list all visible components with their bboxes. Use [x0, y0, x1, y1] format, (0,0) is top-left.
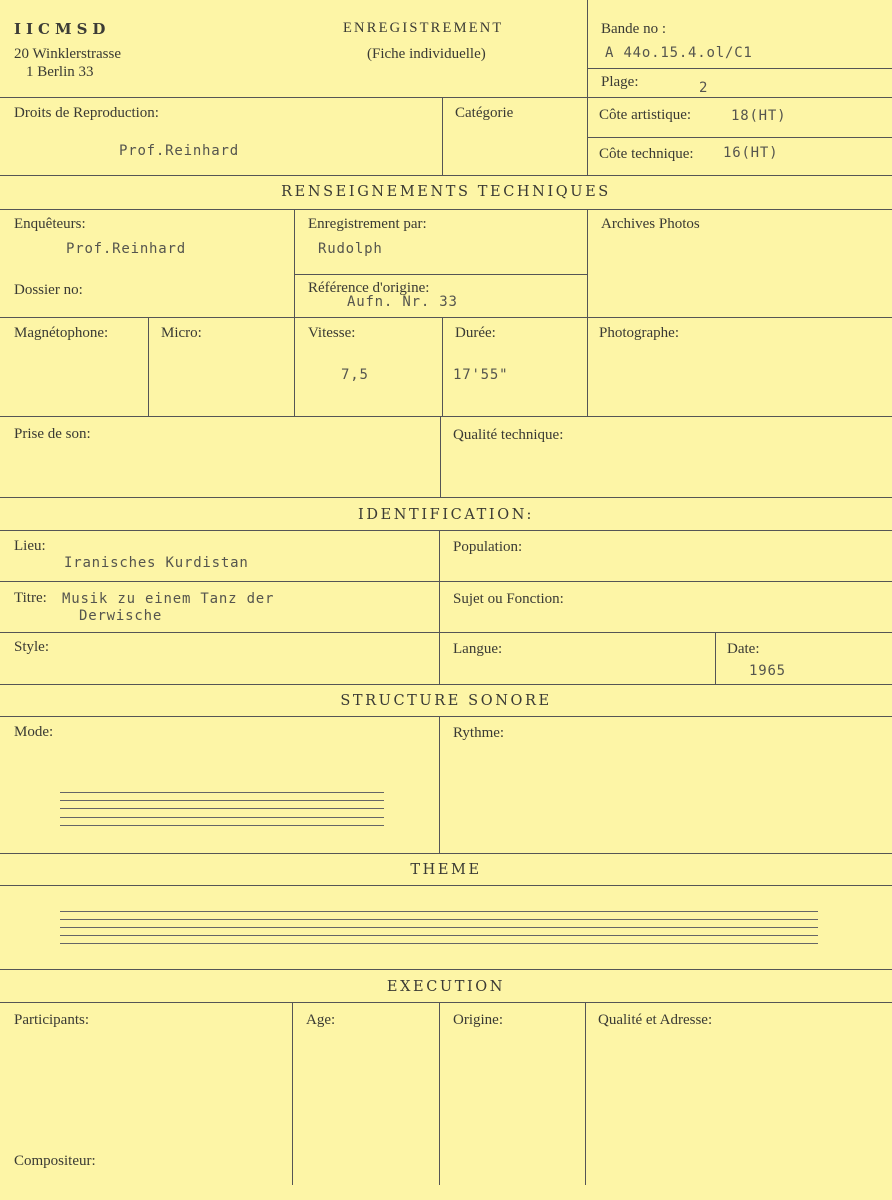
qualite-technique-label: Qualité technique:	[453, 427, 564, 443]
reference-origine-label: Référence d'origine:	[308, 280, 430, 296]
date-label: Date:	[727, 641, 760, 657]
cote-technique-value: 16(HT)	[723, 145, 779, 161]
rule-enregistrement-split	[294, 274, 587, 275]
col-enregistrement-right	[587, 209, 588, 416]
org-address-city: 1 Berlin 33	[26, 64, 94, 80]
rule-equipment-bottom	[0, 416, 892, 417]
rythme-label: Rythme:	[453, 725, 505, 741]
col-micro-left	[148, 317, 149, 416]
cote-artistique-label: Côte artistique:	[599, 107, 692, 123]
rule-header-bottom	[0, 97, 892, 98]
rule-cote-split	[587, 137, 892, 138]
titre-value-line2: Derwische	[79, 608, 163, 624]
droits-value: Prof.Reinhard	[119, 143, 239, 159]
mode-staff-line	[60, 792, 384, 793]
rule-lieu-bottom	[0, 581, 892, 582]
enregistrement-par-value: Rudolph	[318, 241, 383, 257]
col-age-left	[292, 1002, 293, 1185]
section-execution: EXECUTION	[386, 979, 506, 995]
plage-label: Plage:	[601, 74, 639, 90]
magnetophone-label: Magnétophone:	[14, 325, 109, 341]
vitesse-value: 7,5	[341, 367, 369, 383]
date-value: 1965	[749, 663, 786, 679]
sujet-fonction-label: Sujet ou Fonction:	[453, 591, 564, 607]
droits-label: Droits de Reproduction:	[14, 105, 159, 121]
prise-de-son-label: Prise de son:	[14, 426, 91, 442]
org-address-street: 20 Winklerstrasse	[14, 46, 122, 62]
micro-label: Micro:	[161, 325, 202, 341]
section-renseignements-techniques: RENSEIGNEMENTS TECHNIQUES	[281, 184, 611, 200]
rule-theme-bottom	[0, 969, 892, 970]
mode-staff-line	[60, 800, 384, 801]
categorie-label: Catégorie	[455, 105, 514, 121]
mode-label: Mode:	[14, 724, 54, 740]
col-qualite-adresse-left	[585, 1002, 586, 1185]
theme-staff-line	[60, 911, 818, 912]
bande-value: A 44o.15.4.ol/C1	[605, 45, 753, 61]
rule-style-bottom	[0, 684, 892, 685]
col-origine-left	[439, 1002, 440, 1185]
lieu-label: Lieu:	[14, 538, 46, 554]
col-vitesse-left	[294, 317, 295, 416]
section-theme: THEME	[410, 862, 482, 878]
rule-dossier-bottom	[0, 317, 892, 318]
titre-value-line1: Musik zu einem Tanz der	[62, 591, 275, 607]
col-identification-mid	[439, 530, 440, 684]
col-enquete-right	[294, 209, 295, 317]
rule-droits-bottom	[0, 175, 892, 176]
bande-label: Bande no :	[601, 21, 666, 37]
dossier-label: Dossier no:	[14, 282, 83, 298]
rule-renseignements-bottom	[0, 209, 892, 210]
theme-staff-line	[60, 943, 818, 944]
org-logo: IICMSD	[14, 20, 111, 38]
qualite-adresse-label: Qualité et Adresse:	[598, 1012, 713, 1028]
col-header-right	[587, 0, 588, 175]
lieu-value: Iranisches Kurdistan	[64, 555, 249, 571]
rule-execution-bottom	[0, 1002, 892, 1003]
titre-label: Titre:	[14, 590, 47, 606]
form-subtitle: (Fiche individuelle)	[367, 46, 486, 62]
theme-staff-line	[60, 935, 818, 936]
rule-structure-bottom	[0, 716, 892, 717]
theme-staff-line	[60, 927, 818, 928]
compositeur-label: Compositeur:	[14, 1153, 96, 1169]
rule-theme-title-bottom	[0, 885, 892, 886]
col-duree-left	[442, 317, 443, 416]
col-date-left	[715, 632, 716, 684]
participants-label: Participants:	[14, 1012, 89, 1028]
cote-artistique-value: 18(HT)	[731, 108, 787, 124]
cote-technique-label: Côte technique:	[599, 146, 694, 162]
duree-value: 17'55"	[453, 367, 509, 383]
reference-origine-value: Aufn. Nr. 33	[347, 294, 458, 310]
langue-label: Langue:	[453, 641, 503, 657]
age-label: Age:	[306, 1012, 336, 1028]
theme-staff-line	[60, 919, 818, 920]
enqueteurs-value: Prof.Reinhard	[66, 241, 186, 257]
archives-photos-label: Archives Photos	[601, 216, 700, 232]
rule-identification-bottom	[0, 530, 892, 531]
col-rythme-left	[439, 716, 440, 853]
population-label: Population:	[453, 539, 523, 555]
section-identification: IDENTIFICATION:	[358, 507, 534, 523]
rule-mode-bottom	[0, 853, 892, 854]
vitesse-label: Vitesse:	[308, 325, 356, 341]
mode-staff-line	[60, 825, 384, 826]
style-label: Style:	[14, 639, 50, 655]
rule-prise-bottom	[0, 497, 892, 498]
plage-value: 2	[699, 80, 709, 96]
photographe-label: Photographe:	[599, 325, 679, 341]
mode-staff-line	[60, 808, 384, 809]
col-qualite-left	[440, 416, 441, 497]
enqueteurs-label: Enquêteurs:	[14, 216, 86, 232]
section-structure-sonore: STRUCTURE SONORE	[340, 693, 552, 709]
mode-staff-line	[60, 817, 384, 818]
enregistrement-par-label: Enregistrement par:	[308, 216, 427, 232]
form-title: ENREGISTREMENT	[343, 20, 504, 36]
col-categorie-left	[442, 97, 443, 175]
origine-label: Origine:	[453, 1012, 503, 1028]
rule-plage-top	[587, 68, 892, 69]
rule-titre-bottom	[0, 632, 892, 633]
duree-label: Durée:	[455, 325, 496, 341]
